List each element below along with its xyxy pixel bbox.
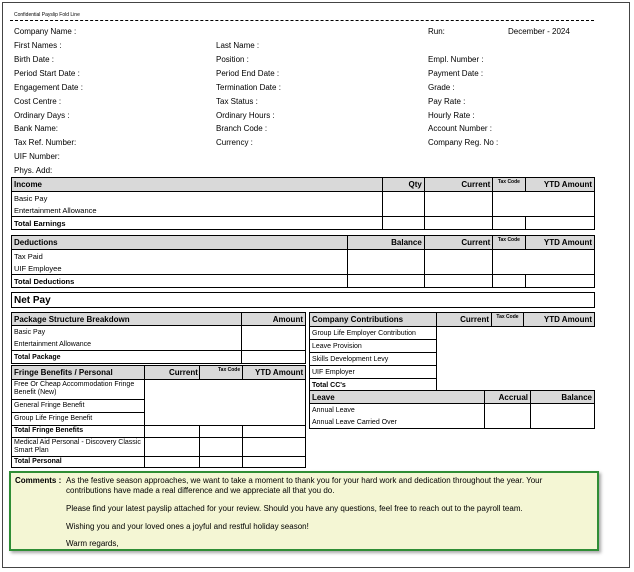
- fold-line: [10, 20, 594, 21]
- account-number-label: Account Number :: [428, 124, 493, 133]
- bank-name-label: Bank Name:: [14, 124, 59, 133]
- run-value: December - 2024: [508, 27, 570, 36]
- cc-row-leave-provision: Leave Provision: [310, 340, 437, 353]
- phys-add-label: Phys. Add:: [14, 166, 53, 175]
- pay-rate-label: Pay Rate :: [428, 97, 466, 106]
- cc-total: Total CC's: [310, 379, 437, 392]
- cc-title: Company Contributions: [310, 313, 437, 327]
- comments-box: [9, 471, 599, 551]
- comments-line-3: Please find your latest payslip attached for your review. Should you have any questions, feel free to reach out to the payroll team.: [66, 504, 523, 513]
- leave-row-carried-over: Annual Leave Carried Over: [310, 416, 485, 429]
- package-row-entertainment: Entertainment Allowance: [12, 338, 242, 351]
- fringe-section: [11, 365, 306, 468]
- fringe-current-header: Current: [169, 368, 198, 377]
- table-row: [12, 250, 595, 263]
- fringe-total: Total Fringe Benefits: [14, 427, 84, 434]
- first-names-label: First Names :: [14, 41, 62, 50]
- table-row: [12, 262, 595, 275]
- leave-accrual-header: Accrual: [485, 391, 531, 404]
- table-row: [310, 416, 595, 429]
- fold-line-label: Confidential Payslip Fold Line: [14, 12, 80, 18]
- period-end-label: Period End Date :: [216, 69, 280, 78]
- fringe-taxcode-header: Tax Code: [218, 367, 241, 373]
- fringe-row-medical-2: Smart Plan: [14, 447, 49, 454]
- table-row: [310, 327, 595, 340]
- table-row: [12, 275, 595, 288]
- position-label: Position :: [216, 55, 249, 64]
- cc-ytd-header: YTD Amount: [524, 313, 595, 327]
- comments-line-4: Wishing you and your loved ones a joyful and restful holiday season!: [66, 522, 309, 531]
- fringe-ytd-header: YTD Amount: [255, 368, 304, 377]
- period-start-label: Period Start Date :: [14, 69, 80, 78]
- table-row: [12, 351, 306, 364]
- package-table: [11, 312, 306, 364]
- table-row: [12, 217, 595, 230]
- cc-current-header: Current: [437, 313, 492, 327]
- income-total: Total Earnings: [12, 217, 383, 230]
- cc-row-uif-employer: UIF Employer: [310, 366, 437, 379]
- table-row: [310, 340, 595, 353]
- table-row: [310, 404, 595, 417]
- table-row: [12, 192, 595, 205]
- ordinary-hours-label: Ordinary Hours :: [216, 111, 275, 120]
- table-row: [12, 204, 595, 217]
- fringe-row-accommodation-1: Free Or Cheap Accommodation Fringe: [14, 381, 135, 388]
- table-row: [12, 338, 306, 351]
- uif-number-label: UIF Number:: [14, 152, 60, 161]
- leave-row-annual: Annual Leave: [310, 404, 485, 417]
- net-pay-box: [11, 292, 595, 308]
- deductions-balance-header: Balance: [348, 236, 425, 250]
- deductions-ytd-header: YTD Amount: [525, 236, 595, 250]
- last-name-label: Last Name :: [216, 41, 260, 50]
- currency-label: Currency :: [216, 138, 253, 147]
- deductions-row-uif-employee: UIF Employee: [12, 262, 348, 275]
- tax-status-label: Tax Status :: [216, 97, 258, 106]
- leave-table: [309, 390, 595, 429]
- cc-row-group-life: Group Life Employer Contribution: [310, 327, 437, 340]
- fringe-row-accommodation-2: Benefit (New): [14, 389, 57, 396]
- cc-header-row: [310, 313, 595, 327]
- cc-row-sdl: Skills Development Levy: [310, 353, 437, 366]
- run-label: Run:: [428, 27, 445, 36]
- leave-title: Leave: [310, 391, 485, 404]
- deductions-total: Total Deductions: [12, 275, 348, 288]
- fringe-row-medical-1: Medical Aid Personal - Discovery Classic: [14, 439, 141, 446]
- comments-label: Comments :: [15, 476, 62, 485]
- payment-date-label: Payment Date :: [428, 69, 484, 78]
- birth-date-label: Birth Date :: [14, 55, 55, 64]
- comments-line-5: Warm regards,: [66, 539, 119, 548]
- fringe-title: Fringe Benefits / Personal: [14, 368, 113, 377]
- leave-header-row: [310, 391, 595, 404]
- income-row-basic-pay: Basic Pay: [12, 192, 383, 205]
- grade-label: Grade :: [428, 83, 455, 92]
- income-taxcode-header: Tax Code: [493, 178, 525, 192]
- cost-centre-label: Cost Centre :: [14, 97, 62, 106]
- engagement-date-label: Engagement Date :: [14, 83, 83, 92]
- deductions-table: [11, 235, 595, 288]
- empl-number-label: Empl. Number :: [428, 55, 484, 64]
- table-row: [310, 366, 595, 379]
- hourly-rate-label: Hourly Rate :: [428, 111, 475, 120]
- deductions-header-row: [12, 236, 595, 250]
- package-row-basic-pay: Basic Pay: [12, 326, 242, 339]
- package-header-row: [12, 313, 306, 326]
- ordinary-days-label: Ordinary Days :: [14, 111, 70, 120]
- package-amount-header: Amount: [242, 313, 306, 326]
- income-row-entertainment: Entertainment Allowance: [12, 204, 383, 217]
- package-total: Total Package: [12, 351, 242, 364]
- income-ytd-header: YTD Amount: [525, 178, 595, 192]
- table-row: [310, 353, 595, 366]
- income-qty-header: Qty: [382, 178, 424, 192]
- deductions-taxcode-header: Tax Code: [493, 236, 525, 250]
- cc-taxcode-header: Tax Code: [492, 313, 524, 327]
- personal-total: Total Personal: [14, 458, 62, 465]
- branch-code-label: Branch Code :: [216, 124, 268, 133]
- comments-line-1: As the festive season approaches, we want to take a moment to thank you for your hard work and dedication throughout the year. Your: [66, 476, 543, 485]
- package-title: Package Structure Breakdown: [12, 313, 242, 326]
- fringe-row-general: General Fringe Benefit: [14, 402, 85, 409]
- net-pay-label: Net Pay: [14, 295, 51, 306]
- leave-balance-header: Balance: [531, 391, 595, 404]
- table-row: [12, 326, 306, 339]
- deductions-row-tax-paid: Tax Paid: [12, 250, 348, 263]
- income-table: [11, 177, 595, 230]
- termination-date-label: Termination Date :: [216, 83, 281, 92]
- deductions-title: Deductions: [12, 236, 348, 250]
- income-header-row: [12, 178, 595, 192]
- income-title: Income: [12, 178, 383, 192]
- company-contributions-table: [309, 312, 595, 392]
- fringe-row-group-life: Group Life Fringe Benefit: [14, 415, 93, 422]
- comments-line-2: contributions have made a real difference and we appreciate all that you do.: [66, 486, 335, 495]
- company-reg-label: Company Reg. No :: [428, 138, 499, 147]
- deductions-current-header: Current: [424, 236, 492, 250]
- tax-ref-label: Tax Ref. Number:: [14, 138, 77, 147]
- income-current-header: Current: [424, 178, 492, 192]
- company-name-label: Company Name :: [14, 27, 77, 36]
